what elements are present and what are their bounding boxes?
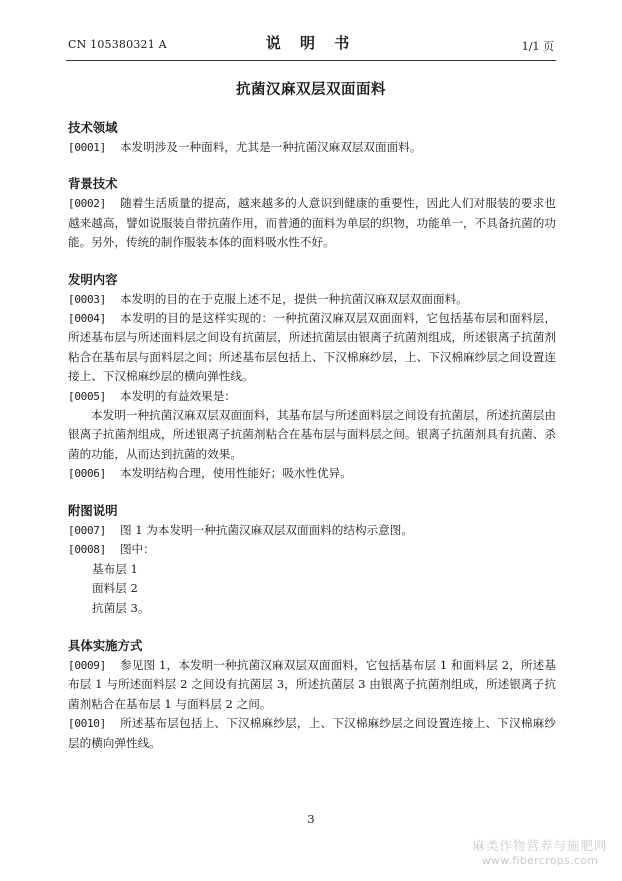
paragraph-text: 本发明的有益效果是： <box>119 388 236 403</box>
section-drawings <box>68 501 556 619</box>
section-background <box>68 174 556 252</box>
paragraph <box>68 194 556 252</box>
paragraph <box>68 714 556 753</box>
running-header <box>68 32 554 56</box>
paragraph-number: [0003] <box>68 292 106 306</box>
section-heading: 技术领域 <box>68 120 118 135</box>
paragraph <box>68 387 556 406</box>
list-item: 面料层 2 <box>92 581 138 596</box>
watermark-site-name: 麻类作物营养与施肥网 <box>472 838 608 853</box>
paragraph-number: [0002] <box>68 197 106 211</box>
paragraph-number: [0005] <box>68 389 106 403</box>
paragraph <box>68 540 556 559</box>
paragraph-number: [0007] <box>68 523 106 537</box>
list-item: 基布层 1 <box>92 561 138 576</box>
section-heading: 发明内容 <box>68 271 118 287</box>
list-item: 抗菌层 3。 <box>92 601 150 616</box>
paragraph-number: [0008] <box>68 543 106 557</box>
paragraph-text: 本发明结构合理，使用性能好；吸水性优异。 <box>119 466 352 481</box>
page-number: 3 <box>307 812 315 826</box>
figure-legend-list <box>68 560 556 619</box>
section-heading: 具体实施方式 <box>68 637 143 653</box>
paragraph-number: [0001] <box>68 141 106 154</box>
paragraph <box>68 464 556 483</box>
paragraph-text: 本发明的目的是这样实现的：一种抗菌汉麻双层双面面料，它包括基布层和面料层，所述基布层与所述面料层之间设有抗菌层，所述抗菌层由银离子抗菌剂组成，所述银离子抗菌剂粘合在基布层与面料层之间；所述基布层包括上、下汉棉麻纱层，上、下汉棉麻纱层之间设置连接上、下汉棉麻纱层的横向弹性线。 <box>68 311 556 384</box>
section-embodiment <box>68 636 556 753</box>
paragraph-text: 图中： <box>119 542 155 557</box>
paragraph-text: 本发明涉及一种面料，尤其是一种抗菌汉麻双层双面面料。 <box>119 140 422 154</box>
paragraph <box>68 656 556 714</box>
paragraph-text: 所述基布层包括上、下汉棉麻纱层，上、下汉棉麻纱层之间设置连接上、下汉棉麻纱层的横向弹性线。 <box>68 716 556 750</box>
paragraph-continuation: 本发明一种抗菌汉麻双层双面面料，其基布层与所述面料层之间设有抗菌层，所述抗菌层由银离子抗菌剂组成，所述银离子抗菌剂粘合在基布层与面料层之间。银离子抗菌剂具有抗菌、杀菌的功能，从而达到抗菌的效果。 <box>68 408 556 461</box>
header-rule <box>66 60 556 61</box>
document-title: 抗菌汉麻双层双面面料 <box>236 81 386 98</box>
document-type: 说 明 书 <box>265 34 357 52</box>
paragraph-text: 参见图 1，本发明一种抗菌汉麻双层双面面料，它包括基布层 1 和面料层 2，所述基布层 1 与所述面料层 2 之间设有抗菌层 3，所述抗菌层 3 由银离子抗菌剂组成，所述银离子抗菌剂粘合在基布层 1 与面料层 2 之间。 <box>68 657 556 711</box>
section-heading: 附图说明 <box>68 502 118 518</box>
section-heading: 背景技术 <box>68 176 118 192</box>
watermark <box>470 836 610 867</box>
section-summary <box>68 270 556 484</box>
paragraph-text: 随着生活质量的提高，越来越多的人意识到健康的重要性，因此人们对服装的要求也越来越高，譬如说服装自带抗菌作用，而普通的面料为单层的织物，功能单一，不具备抗菌的功能。另外，传统的制作服装本体的面料吸水性不好。 <box>68 196 556 250</box>
paragraph-number: [0009] <box>68 658 106 672</box>
paragraph-text: 本发明的目的在于克服上述不足，提供一种抗菌汉麻双层双面面料。 <box>119 291 468 306</box>
document-body <box>68 118 556 770</box>
paragraph <box>68 521 556 540</box>
paragraph-number: [0004] <box>68 312 106 326</box>
paragraph-number: [0010] <box>68 717 106 731</box>
watermark-url: www.fibercrops.com <box>481 854 599 867</box>
paragraph-number: [0006] <box>68 467 106 481</box>
paragraph-text: 图 1 为本发明一种抗菌汉麻双层双面面料的结构示意图。 <box>119 522 413 537</box>
section-technical-field <box>68 118 556 157</box>
paragraph <box>68 309 556 387</box>
page-of-label: 1/1 页 <box>521 40 554 53</box>
publication-number: CN 105380321 A <box>68 38 167 51</box>
paragraph <box>68 290 556 309</box>
paragraph <box>68 138 556 157</box>
